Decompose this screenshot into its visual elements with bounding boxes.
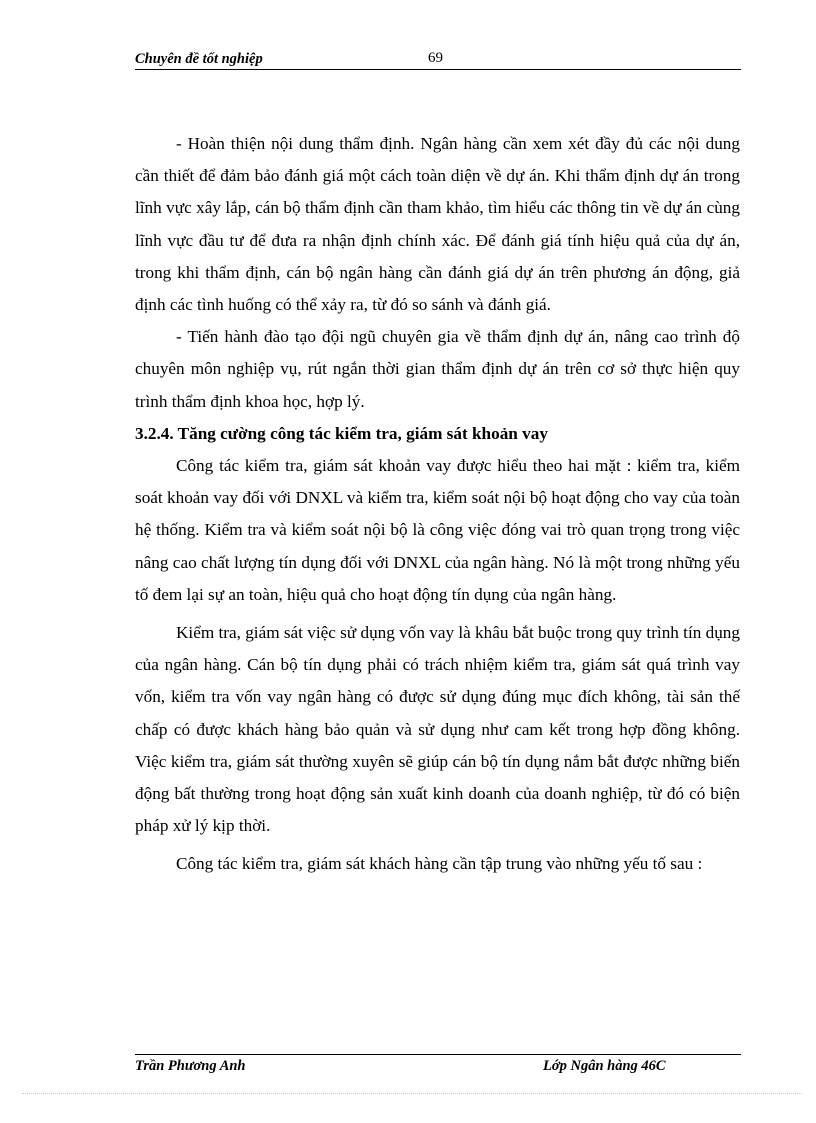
page-footer (135, 1054, 741, 1077)
document-body (135, 128, 740, 881)
paragraph-focus-factors: Công tác kiểm tra, giám sát khách hàng cần tập trung vào những yếu tố sau : (176, 854, 703, 874)
page-header (135, 49, 741, 70)
paragraph-expert-training: - Tiến hành đào tạo đội ngũ chuyên gia về thẩm định dự án, nâng cao trình độ chuyên môn nghiệp vụ, rút ngắn thời gian thẩm định dự án trên cơ sở thực hiện quy trình thẩm định khoa học, hợp lý. (135, 327, 740, 411)
footer-author: Trần Phương Anh (135, 1058, 246, 1074)
document-title: Chuyên đề tốt nghiệp (135, 51, 263, 67)
page-bottom-edge (22, 1093, 802, 1094)
footer-class: Lớp Ngân hàng 46C (543, 1058, 666, 1074)
paragraph-appraisal-content: - Hoàn thiện nội dung thẩm định. Ngân hàng cần xem xét đầy đủ các nội dung cần thiết để đảm bảo đánh giá một cách toàn diện về dự án. Khi thẩm định dự án trong lĩnh vực xây lắp, cán bộ thẩm định cần tham khảo, tìm hiểu các thông tin về dự án cùng lĩnh vực đầu tư để đưa ra nhận định chính xác. Để đánh giá tính hiệu quả của dự án, trong khi thẩm định, cán bộ ngân hàng cần đánh giá dự án trên phương án động, giả định các tình huống có thể xảy ra, từ đó so sánh và đánh giá. (135, 134, 740, 315)
paragraph-loan-monitoring: Công tác kiểm tra, giám sát khoản vay được hiểu theo hai mặt : kiểm tra, kiểm soát khoản vay đối với DNXL và kiểm tra, kiểm soát nội bộ hoạt động cho vay của toàn hệ thống. Kiểm tra và kiểm soát nội bộ là công việc đóng vai trò quan trọng trong việc nâng cao chất lượng tín dụng đối với DNXL của ngân hàng. Nó là một trong những yếu tố đem lại sự an toàn, hiệu quả cho hoạt động tín dụng của ngân hàng. (135, 456, 740, 604)
page-number: 69 (428, 50, 443, 66)
paragraph-loan-usage-check: Kiểm tra, giám sát việc sử dụng vốn vay là khâu bắt buộc trong quy trình tín dụng của ngân hàng. Cán bộ tín dụng phải có trách nhiệm kiểm tra, giám sát quá trình vay vốn, kiểm tra vốn vay ngân hàng có được sử dụng đúng mục đích không, tài sản thế chấp có được khách hàng bảo quản và sử dụng như cam kết trong hợp đồng không. Việc kiểm tra, giám sát thường xuyên sẽ giúp cán bộ tín dụng nắm bắt được những biến động bất thường trong hoạt động sản xuất kinh doanh của doanh nghiệp, từ đó có biện pháp xử lý kịp thời. (135, 623, 740, 836)
section-heading: 3.2.4. Tăng cường công tác kiểm tra, giám sát khoản vay (135, 423, 548, 443)
